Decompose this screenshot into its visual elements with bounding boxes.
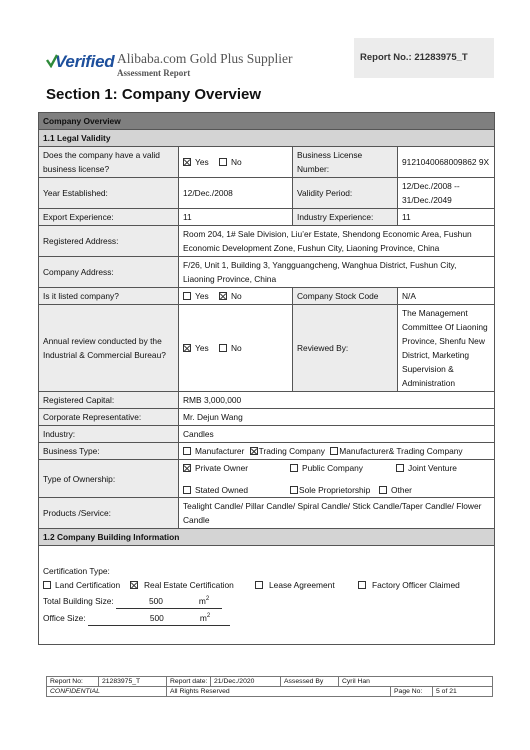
- products: Tealight Candle/ Pillar Candle/ Spiral Candle/ Stick Candle/Taper Candle/ Flower Candle: [179, 498, 495, 529]
- footer-report-no-label: Report No:: [47, 677, 99, 687]
- table-row: [39, 409, 495, 426]
- checkbox-checked-icon[interactable]: [183, 158, 191, 166]
- table-row: [39, 288, 495, 305]
- brand-subtitle: Assessment Report: [117, 68, 191, 78]
- annual-review-options: Yes No: [179, 305, 293, 392]
- listed-company-options: Yes No: [179, 288, 293, 305]
- table-row: [39, 226, 495, 257]
- company-address: F/26, Unit 1, Building 3, Yangguangcheng, Wanghua District, Fushun City, Liaoning Province, China: [179, 257, 495, 288]
- checkbox-checked-icon[interactable]: [130, 581, 138, 589]
- validity-period-label: Validity Period:: [293, 178, 398, 209]
- business-type-label: Business Type:: [39, 443, 179, 460]
- checkbox-icon[interactable]: [290, 464, 298, 472]
- stock-code: N/A: [398, 288, 495, 305]
- checkbox-icon[interactable]: [183, 292, 191, 300]
- checkbox-icon[interactable]: [183, 447, 191, 455]
- registered-capital: RMB 3,000,000: [179, 392, 495, 409]
- checkbox-icon[interactable]: [219, 158, 227, 166]
- table-row: [39, 546, 495, 645]
- total-building-size: Total Building Size: 500 $m^2$: [43, 592, 490, 609]
- company-address-label: Company Address:: [39, 257, 179, 288]
- ownership-label: Type of Ownership:: [39, 460, 179, 498]
- footer-report-date-label: Report date:: [167, 677, 211, 687]
- checkbox-icon[interactable]: [43, 581, 51, 589]
- footer-page-value: 5 of 21: [433, 687, 493, 697]
- table-header: Company Overview: [39, 113, 495, 130]
- building-info-cell: Certification Type: Land Certification Real Estate Certification Lease Agreement Factory Officer Claimed Total Building Size: 500 $m^2$ Office Size: 500 $m^2$: [39, 546, 495, 645]
- registered-address: Room 204, 1# Sale Division, Liu’er Estate, Shendong Economic Area, Fushun Economic Development Zone, Fushun City, Liaoning Province, China: [179, 226, 495, 257]
- checkbox-checked-icon[interactable]: [183, 464, 191, 472]
- industry: Candles: [179, 426, 495, 443]
- table-row: [39, 209, 495, 226]
- license-number: 9121040068009862 9X: [398, 147, 495, 178]
- footer-table: [46, 676, 493, 697]
- checkbox-icon[interactable]: [358, 581, 366, 589]
- reviewed-by: The Management Committee Of Liaoning Province, Shenfu New District, Marketing Supervision & Administration: [398, 305, 495, 392]
- verified-logo: Verified: [46, 52, 114, 72]
- checkbox-icon[interactable]: [290, 486, 298, 494]
- table-row: [39, 305, 495, 392]
- footer-report-no: 21283975_T: [99, 677, 167, 687]
- section-title: Section 1: Company Overview: [46, 86, 262, 103]
- cert-type-label: Certification Type:: [43, 566, 110, 577]
- checkbox-checked-icon[interactable]: [219, 292, 227, 300]
- table-row: [39, 147, 495, 178]
- footer-page-label: Page No:: [391, 687, 433, 697]
- registered-capital-label: Registered Capital:: [39, 392, 179, 409]
- table-row: [39, 257, 495, 288]
- validity-period: 12/Dec./2008 -- 31/Dec./2049: [398, 178, 495, 209]
- corporate-rep-label: Corporate Representative:: [39, 409, 179, 426]
- footer-assessed-by-label: Assessed By: [281, 677, 339, 687]
- checkbox-checked-icon[interactable]: [183, 344, 191, 352]
- industry-experience-label: Industry Experience:: [293, 209, 398, 226]
- checkbox-icon[interactable]: [255, 581, 263, 589]
- building-info-heading: 1.2 Company Building Information: [39, 529, 495, 546]
- footer-assessed-by: Cyril Han: [339, 677, 493, 687]
- corporate-rep: Mr. Dejun Wang: [179, 409, 495, 426]
- export-experience: 11: [179, 209, 293, 226]
- registered-address-label: Registered Address:: [39, 226, 179, 257]
- table-row: [39, 178, 495, 209]
- table-row: [39, 460, 495, 498]
- export-experience-label: Export Experience:: [39, 209, 179, 226]
- business-type-options: Manufacturer Trading Company Manufacturer& Trading Company: [179, 443, 495, 460]
- checkbox-icon[interactable]: [379, 486, 387, 494]
- checkbox-icon[interactable]: [396, 464, 404, 472]
- check-icon: [46, 53, 58, 65]
- footer-report-date: 21/Dec./2020: [211, 677, 281, 687]
- office-size: Office Size: 500 $m^2$: [43, 609, 490, 626]
- table-row: [39, 392, 495, 409]
- annual-review-label: Annual review conducted by the Industrial & Commercial Bureau?: [39, 305, 179, 392]
- legal-validity-heading: 1.1 Legal Validity: [39, 130, 495, 147]
- valid-license-label: Does the company have a valid business license?: [39, 147, 179, 178]
- report-number-box: [354, 38, 494, 78]
- license-number-label: Business License Number:: [293, 147, 398, 178]
- checkbox-icon[interactable]: [183, 486, 191, 494]
- stock-code-label: Company Stock Code: [293, 288, 398, 305]
- checkbox-icon[interactable]: [330, 447, 338, 455]
- year-established: 12/Dec./2008: [179, 178, 293, 209]
- table-row: [39, 443, 495, 460]
- checkbox-checked-icon[interactable]: [250, 447, 258, 455]
- footer-confidential: CONFIDENTIAL: [47, 687, 167, 697]
- report-number: Report No.: 21283975_T: [360, 52, 468, 63]
- company-overview-table: [38, 112, 495, 645]
- brand-title: Alibaba.com Gold Plus Supplier: [117, 51, 293, 66]
- products-label: Products /Service:: [39, 498, 179, 529]
- industry-experience: 11: [398, 209, 495, 226]
- table-row: [39, 498, 495, 529]
- reviewed-by-label: Reviewed By:: [293, 305, 398, 392]
- industry-label: Industry:: [39, 426, 179, 443]
- checkbox-icon[interactable]: [219, 344, 227, 352]
- year-established-label: Year Established:: [39, 178, 179, 209]
- table-row: [39, 426, 495, 443]
- footer-rights: All Rights Reserved: [167, 687, 391, 697]
- ownership-options: Private Owner Public Company Joint Venture Stated Owned Sole Proprietorship Other: [179, 460, 495, 498]
- valid-license-options: Yes No: [179, 147, 293, 178]
- listed-company-label: Is it listed company?: [39, 288, 179, 305]
